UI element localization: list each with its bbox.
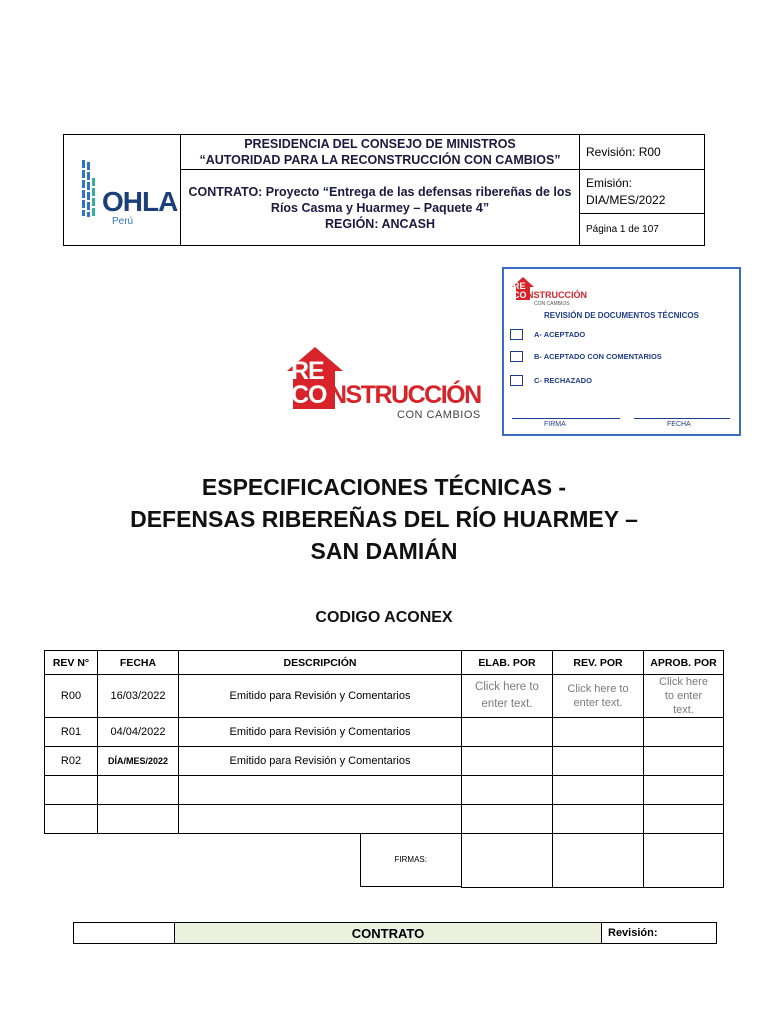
stamp-logo-sub: CON CAMBIOS: [534, 301, 570, 307]
cell-empty: [45, 776, 98, 805]
cell-elab[interactable]: [462, 718, 553, 747]
col-elab: ELAB. POR: [462, 651, 553, 675]
cell-empty[interactable]: [462, 776, 553, 805]
cell-empty[interactable]: [553, 776, 644, 805]
reco-logo-rest: NSTRUCCIÓN: [329, 381, 481, 409]
revision-cell: [580, 135, 705, 170]
cell-blank: [45, 834, 179, 888]
fecha-label: FECHA: [667, 421, 691, 428]
cell-empty[interactable]: [644, 776, 724, 805]
cell-fecha: DÍA/MES/2022: [98, 747, 179, 776]
org-line1: PRESIDENCIA DEL CONSEJO DE MINISTROS: [244, 137, 516, 151]
cell-fecha: 04/04/2022: [98, 718, 179, 747]
cell-fecha: 16/03/2022: [98, 675, 179, 718]
cell-rev-por[interactable]: [553, 718, 644, 747]
contract-line2: Ríos Casma y Huarmey – Paquete 4”: [270, 200, 490, 215]
checkbox-aceptado-comentarios[interactable]: [510, 351, 523, 362]
title-line2: DEFENSAS RIBEREÑAS DEL RÍO HUARMEY –: [130, 506, 638, 532]
ohla-logo-cell: [64, 135, 181, 246]
org-line2: “AUTORIDAD PARA LA RECONSTRUCCIÓN CON CAMBIOS”: [199, 153, 561, 167]
code-title: CODIGO ACONEX: [315, 609, 453, 626]
table-row: [45, 675, 724, 718]
emission-label: Emisión:: [586, 175, 633, 190]
col-rev: REV N°: [45, 651, 98, 675]
cell-rev-por[interactable]: [553, 747, 644, 776]
review-stamp: [502, 267, 741, 436]
cell-rev: R02: [45, 747, 98, 776]
firma-elab[interactable]: [462, 834, 553, 888]
cell-empty: [45, 805, 98, 834]
col-descripcion: DESCRIPCIÓN: [179, 651, 462, 675]
contract-line1: CONTRATO: Proyecto “Entrega de las defensas ribereñas de los: [188, 184, 572, 199]
fecha-line: [634, 418, 730, 419]
table-row: [45, 776, 724, 805]
cell-empty: [98, 805, 179, 834]
cell-descripcion: Emitido para Revisión y Comentarios: [179, 747, 462, 776]
ohla-logo-text: OHLA: [102, 186, 178, 217]
bottom-contrato: CONTRATO: [175, 923, 602, 944]
stamp-logo-co: CO: [513, 290, 527, 300]
cell-aprob[interactable]: [644, 747, 724, 776]
revision-table-header: [45, 651, 724, 675]
firmas-row: [45, 834, 724, 888]
checkbox-rechazado[interactable]: [510, 375, 523, 386]
table-row: [45, 747, 724, 776]
cell-empty: [98, 776, 179, 805]
firma-label: FIRMA: [544, 421, 566, 428]
header-table: [63, 134, 705, 246]
cell-empty[interactable]: [462, 805, 553, 834]
emission-date: DIA/MES/2022: [586, 192, 666, 207]
bottom-header-table: [73, 922, 717, 944]
cell-elab-input[interactable]: Click here to enter text.: [462, 675, 553, 718]
col-fecha: FECHA: [98, 651, 179, 675]
option-aceptado-comentarios: B- ACEPTADO CON COMENTARIOS: [534, 352, 662, 361]
firmas-cell: [179, 834, 462, 888]
reco-logo-sub: CON CAMBIOS: [397, 409, 481, 421]
checkbox-aceptado[interactable]: [510, 329, 523, 340]
table-row: [45, 805, 724, 834]
option-rechazado: C- RECHAZADO: [534, 376, 592, 385]
firma-line: [512, 418, 620, 419]
contract-cell: [181, 170, 580, 246]
cell-aprob-input[interactable]: Click here to enter text.: [644, 675, 724, 718]
cell-empty: [179, 805, 462, 834]
revision-label: Revisión: R00: [586, 145, 661, 159]
emission-cell: [580, 170, 705, 214]
reconstruccion-logo: [285, 345, 485, 425]
cell-rev: R01: [45, 718, 98, 747]
firmas-label: FIRMAS:: [360, 834, 462, 887]
stamp-logo-rest: NSTRUCCIÓN: [527, 290, 587, 300]
cell-empty: [179, 776, 462, 805]
cell-rev-input[interactable]: Click here to enter text.: [553, 675, 644, 718]
org-cell: [181, 135, 580, 170]
cell-empty[interactable]: [553, 805, 644, 834]
cell-rev: R00: [45, 675, 98, 718]
ohla-logo-sub: Perú: [112, 216, 134, 227]
reco-logo-re: RE: [291, 357, 324, 385]
bottom-logo-cell: [74, 923, 175, 944]
title-line3: SAN DAMIÁN: [310, 538, 458, 564]
cell-elab[interactable]: [462, 747, 553, 776]
col-rev-por: REV. POR: [553, 651, 644, 675]
table-row: [45, 718, 724, 747]
option-aceptado: A- ACEPTADO: [534, 330, 586, 339]
firma-aprob[interactable]: [644, 834, 724, 888]
stamp-logo-re: RE: [513, 281, 526, 291]
title-line1: ESPECIFICACIONES TÉCNICAS -: [201, 474, 567, 500]
revision-table: [44, 650, 724, 888]
stamp-title: REVISIÓN DE DOCUMENTOS TÉCNICOS: [544, 311, 699, 320]
cell-descripcion: Emitido para Revisión y Comentarios: [179, 675, 462, 718]
reco-logo-co: CO: [291, 381, 327, 409]
col-aprob: APROB. POR: [644, 651, 724, 675]
region-line: REGIÓN: ANCASH: [325, 216, 435, 231]
cell-empty[interactable]: [644, 805, 724, 834]
bottom-revision: Revisión:: [602, 923, 717, 944]
cell-aprob[interactable]: [644, 718, 724, 747]
firma-rev[interactable]: [553, 834, 644, 888]
cell-descripcion: Emitido para Revisión y Comentarios: [179, 718, 462, 747]
page-info: Página 1 de 107: [586, 224, 659, 235]
ohla-logo: [72, 150, 178, 230]
page-info-cell: [580, 214, 705, 246]
